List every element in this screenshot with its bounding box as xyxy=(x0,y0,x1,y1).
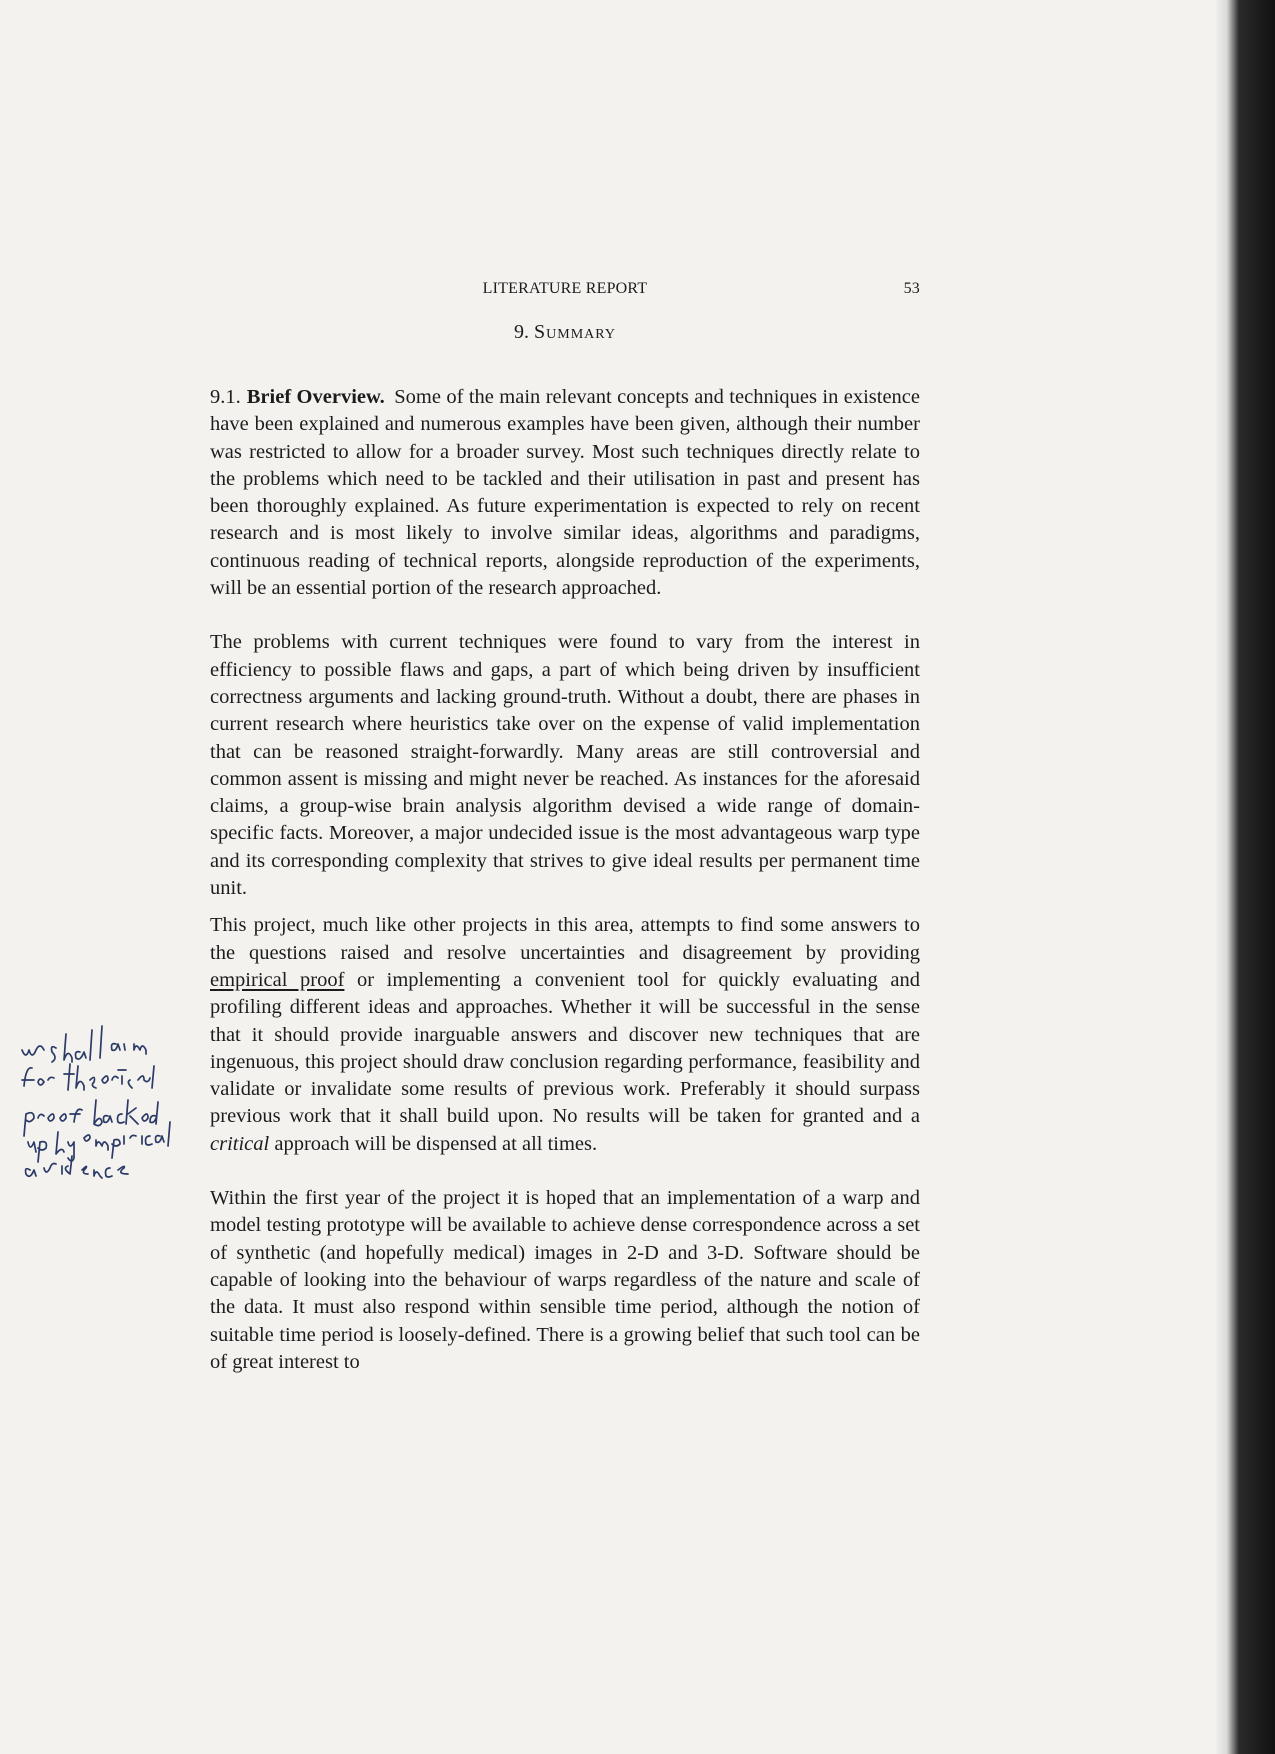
underlined-phrase: empirical proof xyxy=(210,968,345,991)
paragraph-project-aims xyxy=(210,912,920,1158)
italic-word: critical xyxy=(210,1132,270,1155)
running-head-title: LITERATURE REPORT xyxy=(482,280,648,297)
scan-dark-edge xyxy=(1195,0,1275,1754)
subsection-title: Brief Overview. xyxy=(246,386,385,408)
paragraph-1-text: Some of the main relevant concepts and techniques in existence have been explained and numerous examples have been given, although their number was restricted to allow for a broader survey. Most such techniques directly relate to the problems which need to be tackled and their utilisation in past and present has been thoroughly explained. As future experimentation is expected to rely on recent research and is most likely to involve similar ideas, algorithms and paradigms, continuous reading of technical reports, alongside reproduction of the experiments, will be an essential portion of the research approached. xyxy=(210,386,921,600)
paragraph-problems: The problems with current techniques were found to vary from the interest in efficiency to possible flaws and gaps, a part of which being driven by insufficient correctness arguments and lacking ground-truth. Without a doubt, there are phases in current research where heuristics take over on the expense of valid implementation that can be reasoned straight-forwardly. Many areas are still controversial and common assent is missing and might never be reached. As instances for the aforesaid claims, a group-wise brain analysis algorithm devised a wide range of domain-specific facts. Moreover, a major undecided issue is the most advantageous warp type and its corresponding complexity that strives to give ideal results per permanent time unit. xyxy=(210,631,920,900)
section-heading xyxy=(210,321,920,344)
paragraph-first-year: Within the first year of the project it is hoped that an implementation of a warp and model testing prototype will be available to achieve dense correspondence across a set of synthetic (and hopefully medical) images in 2-D and 3-D. Software should be capable of looking into the behaviour of warps regardless of the nature and scale of the data. It must also respond within sensible time period, although the notion of suitable time period is loosely-defined. There is a growing belief that such tool can be of great interest to xyxy=(210,1187,920,1373)
body-text xyxy=(210,384,920,1403)
paragraph-3-text-b: or implementing a convenient tool for quickly evaluating and profiling different ideas and approaches. Whether it will be successful in the sense that it should provide inarguable answers and discover new techniques that are ingenuous, this project should draw conclusion regarding performance, feasibility and validate or invalidate some results of previous work. Preferably it should surpass previous work that it shall build upon. No results will be taken for granted and a xyxy=(210,968,920,1128)
running-head xyxy=(210,280,920,302)
paragraph-overview xyxy=(210,384,920,602)
section-number: 9. xyxy=(514,321,530,343)
paragraph-3-text-c: approach will be dispensed at all times. xyxy=(269,1132,598,1155)
paragraph-3-text-a: This project, much like other projects in this area, attempts to find some answers to the questions raised and resolve uncertainties and disagreement by providing xyxy=(210,914,920,964)
subsection-number: 9.1. xyxy=(210,386,241,408)
handwriting-scribble xyxy=(18,1022,203,1222)
handwritten-margin-note xyxy=(18,1022,203,1222)
section-title: Summary xyxy=(534,321,616,343)
page-number: 53 xyxy=(903,280,920,297)
